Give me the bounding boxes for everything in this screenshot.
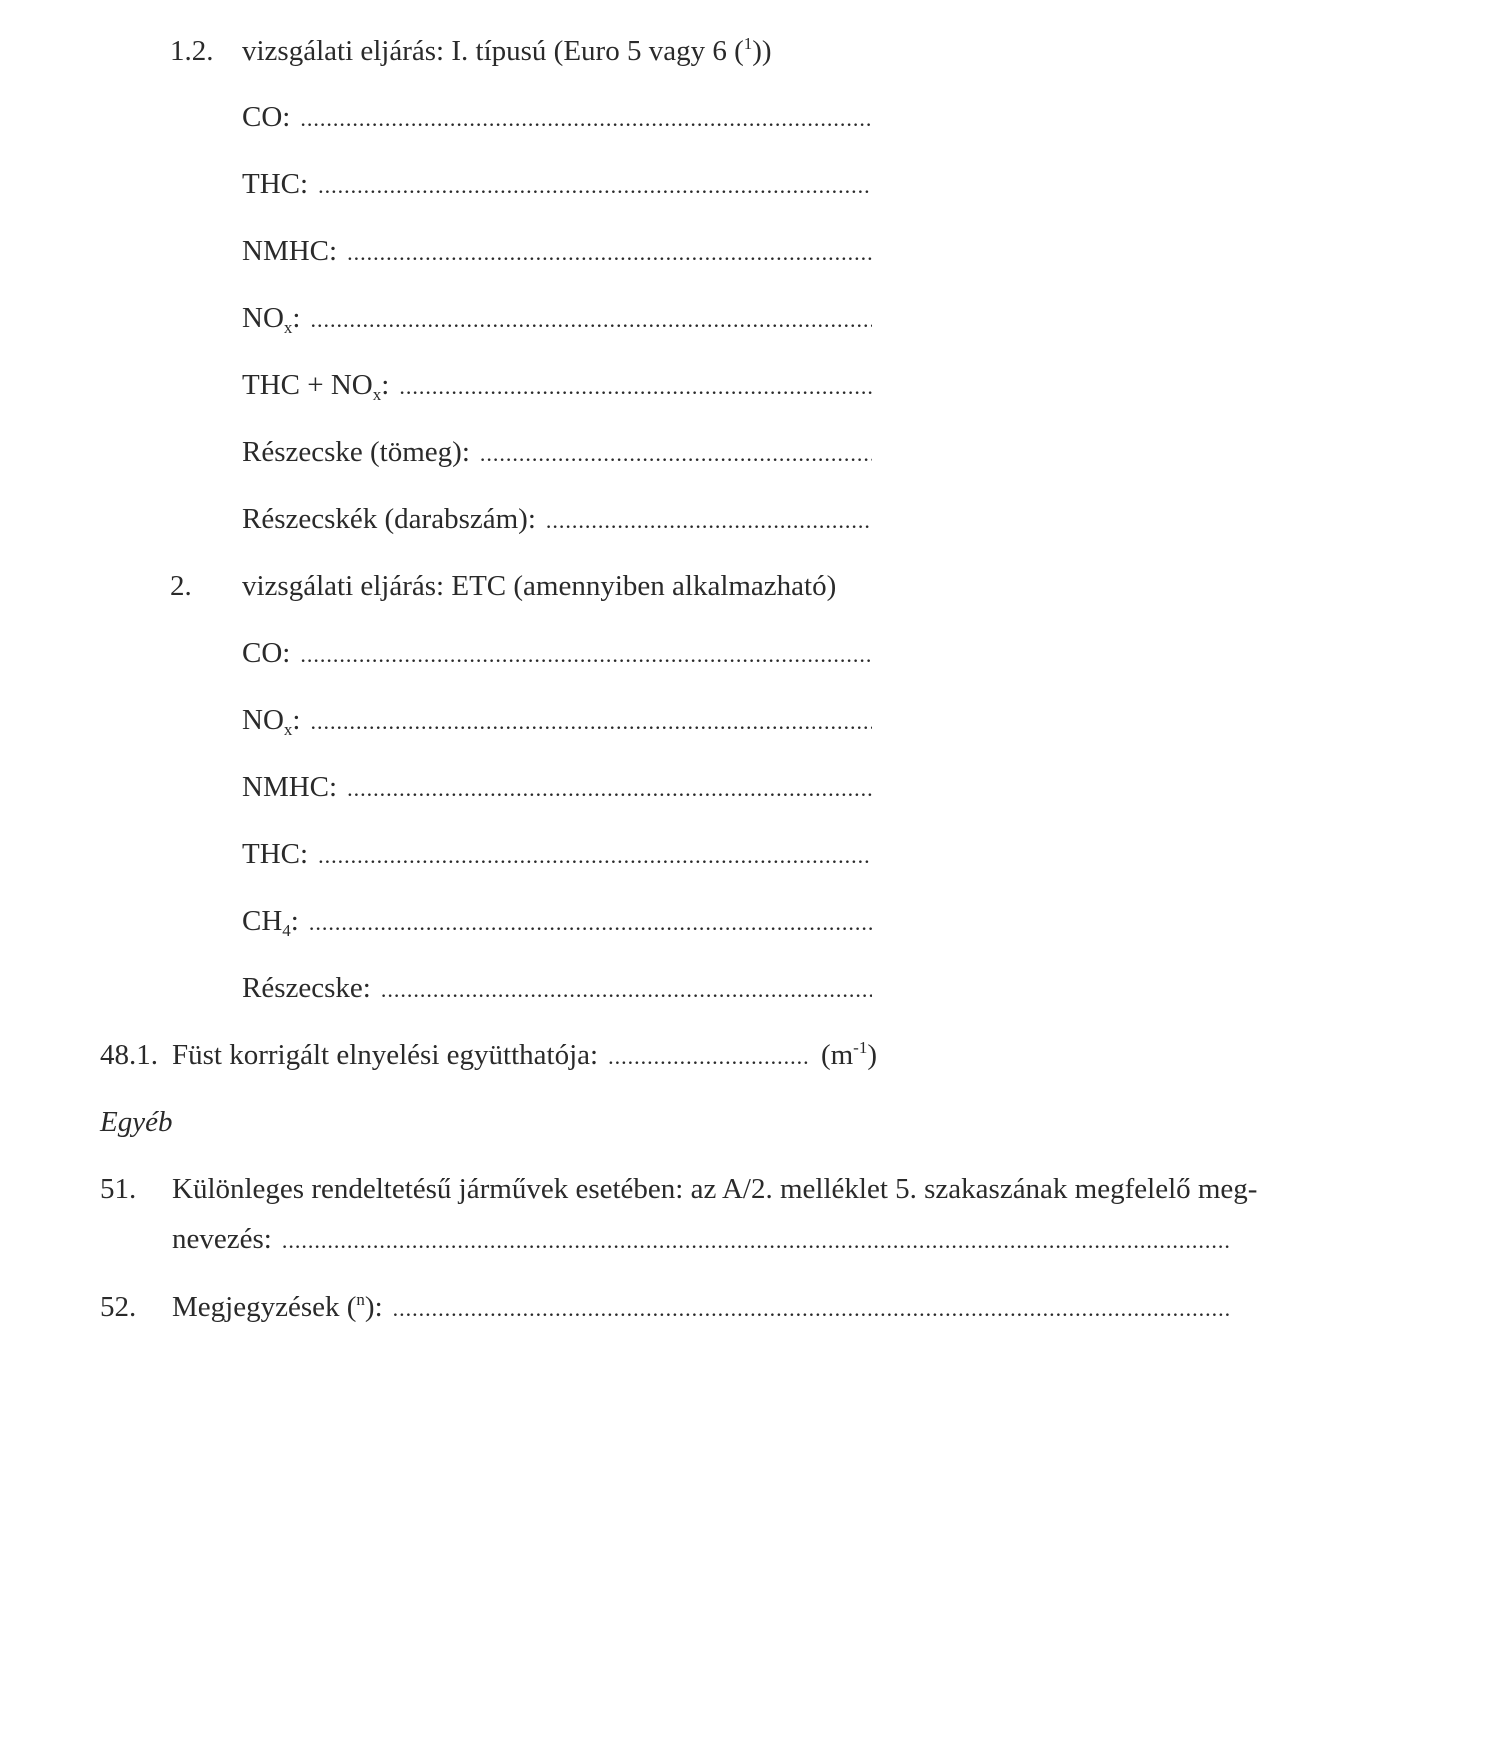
unit-suffix: ) [867, 1039, 877, 1071]
field-co-type1 [242, 100, 872, 136]
field-particle-count-type1 [242, 502, 872, 538]
field-nox-type1 [242, 301, 872, 337]
field-label [172, 1290, 393, 1324]
label-base: THC + NO [242, 369, 373, 401]
field-label: Részecskék (darabszám): [242, 503, 536, 535]
field-label: NMHC: [242, 771, 338, 803]
field-co-etc [242, 636, 872, 672]
field-label: CO: [242, 637, 291, 669]
item-51-text-line1: Különleges rendeltetésű járművek esetében: az A/2. melléklet 5. szakaszának megfelelő meg- [172, 1173, 1258, 1205]
fill-in-dots [399, 370, 872, 404]
section-1-2-title-suffix: )) [752, 35, 772, 67]
fill-in-dots [347, 236, 872, 270]
field-nmhc-etc [242, 770, 872, 806]
field-ch4-etc [242, 904, 872, 940]
section-1-2-number: 1.2. [170, 35, 214, 67]
fill-in-dots [300, 638, 872, 672]
field-label: NMHC: [242, 235, 338, 267]
fill-in-dots [608, 1040, 811, 1074]
section-1-2-footnote-ref: 1 [743, 34, 753, 53]
field-thc-nox-type1 [242, 368, 872, 404]
label-subscript: x [283, 720, 293, 739]
fill-in-dots [318, 839, 872, 873]
field-nox-etc [242, 703, 872, 739]
field-particle-etc [242, 971, 872, 1007]
field-label: nevezés: [172, 1223, 272, 1255]
field-special-purpose-designation [172, 1222, 1232, 1258]
label-colon: : [290, 905, 299, 937]
field-label: Részecske (tömeg): [242, 436, 470, 468]
fill-in-dots [393, 1292, 1232, 1326]
unit-prefix: (m [820, 1039, 854, 1071]
item-51-number: 51. [100, 1173, 137, 1205]
fill-in-dots [318, 169, 872, 203]
fill-in-dots [381, 973, 872, 1007]
field-label [242, 301, 310, 335]
fill-in-dots [347, 772, 872, 806]
field-label [242, 703, 310, 737]
field-thc-type1 [242, 167, 872, 203]
field-nmhc-type1 [242, 234, 872, 270]
label-subscript: 4 [282, 921, 291, 940]
section-1-2-title-prefix: vizsgálati eljárás: I. típusú (Euro 5 vagy 6 ( [242, 35, 744, 67]
field-thc-etc [242, 837, 872, 873]
field-label: Füst korrigált elnyelési együtthatója: [172, 1039, 599, 1071]
label-subscript: x [283, 318, 293, 337]
section-1-2-title [242, 34, 772, 68]
item-48-1-number: 48.1. [100, 1039, 158, 1071]
unit-superscript: -1 [853, 1038, 868, 1057]
section-2-title: vizsgálati eljárás: ETC (amennyiben alkalmazható) [242, 570, 837, 602]
section-2-number: 2. [170, 570, 192, 602]
label-colon: : [292, 302, 301, 334]
label-colon: : [381, 369, 390, 401]
field-label: THC: [242, 168, 309, 200]
fill-in-dots [300, 102, 872, 136]
field-remarks [172, 1290, 1232, 1326]
item-52-number: 52. [100, 1291, 137, 1323]
field-label [242, 904, 309, 938]
fill-in-dots [310, 303, 872, 337]
field-label [242, 368, 399, 402]
fill-in-dots [480, 437, 872, 471]
fill-in-dots [546, 504, 872, 538]
label-base: CH [242, 905, 283, 937]
label-subscript: x [372, 385, 382, 404]
fill-in-dots [309, 906, 872, 940]
label-prefix: Megjegyzések ( [172, 1291, 357, 1323]
field-label: Részecske: [242, 972, 371, 1004]
other-heading: Egyéb [100, 1106, 173, 1138]
footnote-ref: n [356, 1290, 365, 1309]
fill-in-dots [310, 705, 872, 739]
field-particle-mass-type1 [242, 435, 872, 471]
field-smoke-absorption [172, 1038, 877, 1074]
label-base: NO [242, 302, 284, 334]
field-label: CO: [242, 101, 291, 133]
unit-label [811, 1038, 877, 1072]
field-label: THC: [242, 838, 309, 870]
label-base: NO [242, 704, 284, 736]
fill-in-dots [282, 1224, 1232, 1258]
label-colon: : [292, 704, 301, 736]
label-suffix: ): [364, 1291, 383, 1323]
